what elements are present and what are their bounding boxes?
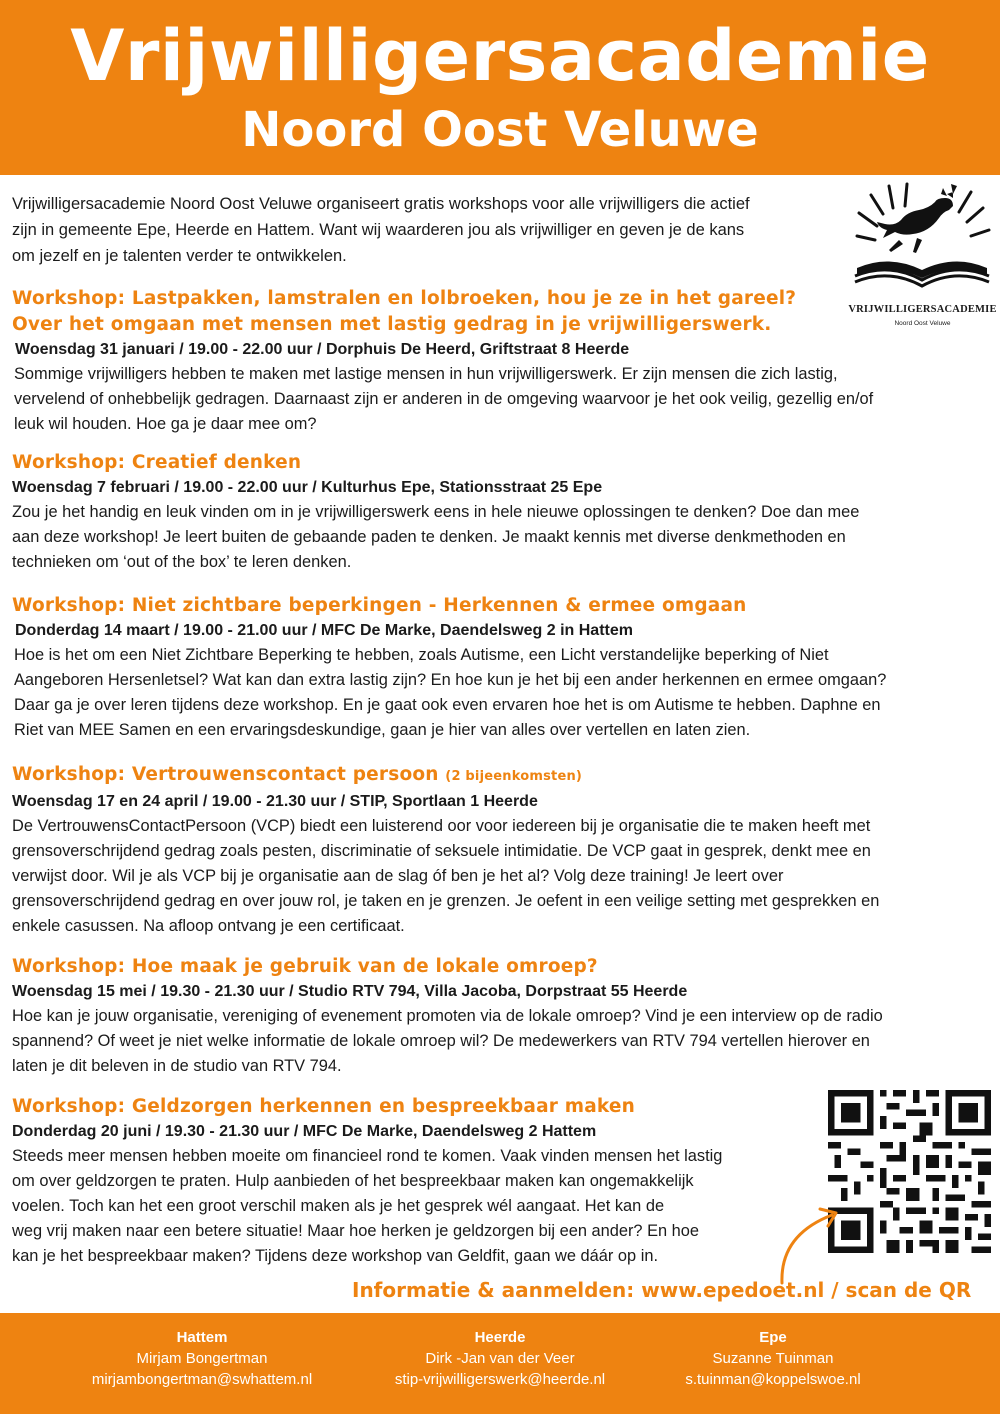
desc-line: Zou je het handig en leuk vinden om in je vrijwilligerswerk eens in hele nieuwe oplossingen te denken? Doe dan mee — [12, 503, 860, 521]
contact-place: Epe — [759, 1329, 787, 1346]
workshop-description — [12, 1004, 987, 1079]
desc-line: Steeds meer mensen hebben moeite om financieel rond te komen. Vaak vinden mensen het lastig — [12, 1147, 723, 1165]
workshop-meta: Woensdag 31 januari / 19.00 - 22.00 uur / Dorphuis De Heerd, Griftstraat 8 Heerde — [15, 341, 630, 358]
desc-line: technieken om ‘out of the box’ te leren denken. — [12, 553, 352, 571]
desc-line: weg vrij maken naar een betere situatie! Maar hoe herken je geldzorgen bij een ander? En hoe — [12, 1222, 700, 1240]
contact-hattem — [37, 1327, 367, 1390]
desc-line: Sommige vrijwilligers hebben te maken met lastige mensen in hun vrijwilligerswerk. Er zijn mensen die zich lastig, — [14, 365, 838, 383]
workshop-2 — [12, 450, 987, 575]
contact-email[interactable]: stip-vrijwilligerswerk@heerde.nl — [394, 1371, 606, 1388]
desc-line: laten je dit beleven in de studio van RTV 794. — [12, 1057, 342, 1075]
page-subtitle: Noord Oost Veluwe — [241, 102, 759, 158]
desc-line: kan je het bespreekbaar maken? Tijdens deze workshop van Geldfit, gaan we dáár op in. — [12, 1247, 659, 1265]
desc-line: grensoverschrijdend gedrag en over jouw rol, je taken en je grenzen. Je oefent in een veilige setting met gesprekken en — [12, 892, 880, 910]
workshop-meta: Donderdag 20 juni / 19.30 - 21.30 uur / MFC De Marke, Daendelsweg 2 Hattem — [12, 1123, 597, 1140]
desc-line: grensoverschrijdend gedrag zoals pesten, discriminatie of seksuele intimidatie. De VCP gaat in gesprek, denkt mee en — [12, 842, 871, 860]
intro-line: zijn in gemeente Epe, Heerde en Hattem. Want wij waarderen jou als vrijwilliger en geven je de kans — [12, 221, 745, 239]
workshop-meta: Woensdag 17 en 24 april / 19.00 - 21.30 uur / STIP, Sportlaan 1 Heerde — [12, 793, 538, 810]
workshop-title: Workshop: Hoe maak je gebruik van de lokale omroep? — [12, 956, 598, 977]
workshop-title-line: Workshop: Lastpakken, lamstralen en lolbroeken, hou je ze in het gareel? — [12, 288, 797, 309]
workshop-3 — [12, 593, 987, 743]
desc-line: leuk wil houden. Hoe ga je daar mee om? — [14, 415, 317, 433]
workshop-description — [12, 362, 987, 437]
desc-line: aan deze workshop! Je leert buiten de gebaande paden te denken. Je maakt kennis met diverse denkmethoden en — [12, 528, 846, 546]
contact-email[interactable]: mirjambongertman@swhattem.nl — [91, 1371, 313, 1388]
desc-line: Aangeboren Hersenletsel? Wat kan dan extra lastig zijn? En hoe kun je het bij een ander herkennen en ermee omgaan? — [14, 671, 887, 689]
header-banner — [0, 0, 1000, 175]
workshop-description — [12, 643, 987, 743]
contact-name: Mirjam Bongertman — [136, 1350, 268, 1367]
desc-line: enkele casussen. Na afloop ontvang je een certificaat. — [12, 917, 405, 935]
desc-line: De VertrouwensContactPersoon (VCP) biedt een luisterend oor voor iedereen bij je organisatie die te maken heeft met — [12, 817, 871, 835]
workshop-title-note: (2 bijeenkomsten) — [445, 769, 583, 784]
workshop-title: Workshop: Niet zichtbare beperkingen - Herkennen & ermee omgaan — [12, 595, 747, 616]
desc-line: spannend? Of weet je niet welke informatie de lokale omroep wil? De medewerkers van RTV 794 vertellen hierover en — [12, 1032, 870, 1050]
desc-line: vervelend of onhebbelijk gedragen. Daarnaast zijn er anderen in de omgeving waarvoor je het ook veilig, gezellig en/of — [14, 390, 874, 408]
contact-place: Hattem — [176, 1329, 228, 1346]
workshop-title-line: Workshop: Vertrouwenscontact persoon — [12, 764, 439, 785]
workshop-5 — [12, 954, 987, 1079]
workshop-title: Workshop: Geldzorgen herkennen en bespreekbaar maken — [12, 1096, 636, 1117]
contact-place: Heerde — [474, 1329, 526, 1346]
logo-name: VRIJWILLIGERSACADEMIE — [848, 304, 997, 315]
desc-line: voelen. Toch kan het een groot verschil maken als je het gesprek wél aangaat. Het kan de — [12, 1197, 665, 1215]
intro-text — [12, 191, 852, 269]
desc-line: Daar ga je over leren tijdens deze workshop. En je gaat ook even ervaren hoe het is om Autisme te hebben. Daphne en — [14, 696, 881, 714]
workshop-1 — [12, 286, 987, 437]
cta-info-signup: Informatie & aanmelden: www.epedoet.nl / scan de QR — [352, 1278, 972, 1302]
desc-line: Riet van MEE Samen en een ervaringsdeskundige, gaan je hier van alles over vertellen en laten zien. — [14, 721, 751, 739]
contact-name: Suzanne Tuinman — [712, 1350, 834, 1367]
logo-subtitle: Noord Oost Veluwe — [894, 320, 951, 327]
workshop-title — [12, 286, 987, 338]
workshop-description — [12, 1144, 812, 1269]
workshop-description — [12, 814, 987, 939]
workshop-description — [12, 500, 987, 575]
contact-epe — [608, 1327, 938, 1390]
workshop-meta: Woensdag 7 februari / 19.00 - 22.00 uur / Kulturhus Epe, Stationsstraat 25 Epe — [12, 479, 603, 496]
intro-line: Vrijwilligersacademie Noord Oost Veluwe organiseert gratis workshops voor alle vrijwilligers die actief — [12, 195, 750, 213]
contact-email[interactable]: s.tuinman@koppelswoe.nl — [685, 1371, 861, 1388]
contact-name: Dirk -Jan van der Veer — [425, 1350, 575, 1367]
intro-line: om jezelf en je talenten verder te ontwikkelen. — [12, 247, 347, 265]
desc-line: om over geldzorgen te praten. Hulp aanbieden of het bespreekbaar maken kan ongemakkelijk — [12, 1172, 694, 1190]
desc-line: Hoe kan je jouw organisatie, vereniging of evenement promoten via de lokale omroep? Vind je een interview op de radio — [12, 1007, 883, 1025]
workshop-meta: Woensdag 15 mei / 19.30 - 21.30 uur / Studio RTV 794, Villa Jacoba, Dorpstraat 55 Heerde — [12, 983, 688, 1000]
desc-line: Hoe is het om een Niet Zichtbare Beperking te hebben, zoals Autisme, een Licht verstandelijke beperking of Niet — [14, 646, 829, 664]
workshop-title: Workshop: Creatief denken — [12, 452, 302, 473]
workshop-title — [12, 762, 987, 790]
workshop-meta: Donderdag 14 maart / 19.00 - 21.00 uur / MFC De Marke, Daendelsweg 2 in Hattem — [15, 622, 633, 639]
footer-contacts — [0, 1313, 1000, 1414]
workshop-4 — [12, 762, 987, 939]
page-title: Vrijwilligersacademie — [70, 15, 930, 97]
desc-line: verwijst door. Wil je als VCP bij je organisatie aan de slag óf ben je het al? Volg deze training! Je leert over — [12, 867, 784, 885]
workshop-title-line: Over het omgaan met mensen met lastig gedrag in je vrijwilligerswerk. — [12, 314, 772, 335]
